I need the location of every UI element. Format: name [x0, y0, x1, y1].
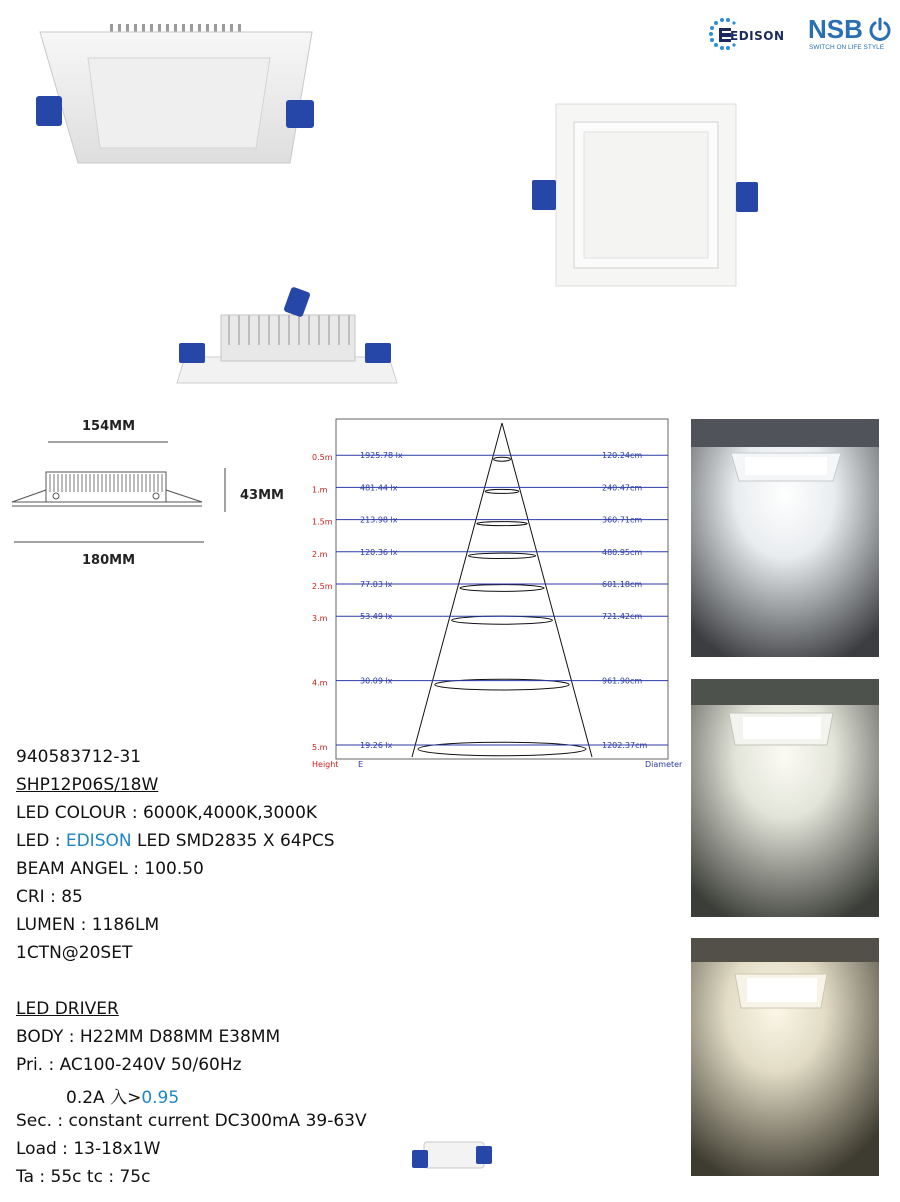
driver-secondary: Sec. : constant current DC300mA 39-63V [16, 1111, 367, 1131]
row-diameter: 961.90cm [602, 676, 643, 686]
panel-back-photo [175, 285, 400, 390]
row-lux: 19.26 lx [360, 741, 393, 750]
nsb-wordmark: NSB [808, 14, 863, 44]
row-height: 3.m [312, 614, 328, 624]
light-photo-3000k [691, 938, 879, 1176]
dim-height: 43MM [240, 488, 284, 503]
edison-logo [708, 17, 803, 53]
row-diameter: 721.42cm [602, 612, 643, 622]
row-lux: 213.98 lx [360, 515, 398, 525]
row-diameter: 1202.37cm [602, 741, 648, 750]
row-diameter: 601.18cm [602, 580, 643, 589]
row-diameter: 480.95cm [602, 547, 643, 557]
spec-led [16, 831, 335, 851]
spec-cri: CRI : 85 [16, 887, 83, 907]
driver-title: LED DRIVER [16, 999, 119, 1019]
driver-primary: Pri. : AC100-240V 50/60Hz [16, 1055, 242, 1075]
row-height: 0.5m [312, 453, 333, 463]
row-height: 5.m [312, 743, 328, 752]
col-height-label: Height [312, 760, 339, 769]
illuminance-chart [308, 415, 688, 775]
driver-load: Load : 13-18x1W [16, 1139, 161, 1159]
spec-led-prefix: LED : [16, 831, 66, 851]
light-photo-4000k [691, 679, 879, 917]
row-lux: 481.44 lx [360, 483, 398, 493]
row-diameter: 360.71cm [602, 515, 643, 525]
dim-bottom-width: 180MM [82, 553, 136, 568]
row-lux: 77.03 lx [360, 580, 393, 589]
row-lux: 120.36 lx [360, 547, 398, 557]
row-height: 1.5m [312, 517, 333, 527]
driver-current-prefix: 0.2A 入> [66, 1088, 142, 1108]
light-photo-6000k [691, 419, 879, 657]
row-diameter: 240.47cm [602, 483, 643, 493]
panel-front-photo [530, 100, 760, 290]
driver-power-factor: 0.95 [141, 1088, 180, 1108]
row-diameter: 120.24cm [602, 451, 643, 461]
col-e-label: E [358, 760, 364, 769]
driver-photo [410, 1136, 494, 1174]
nsb-tagline: SWITCH ON LIFE STYLE [809, 44, 885, 51]
chart-frame [336, 419, 668, 759]
row-lux: 1925.78 lx [360, 451, 403, 461]
dimension-drawing [8, 436, 234, 548]
product-model: SHP12P06S/18W [16, 775, 159, 795]
dim-top-width: 154MM [82, 419, 136, 434]
row-height: 2.m [312, 549, 328, 559]
row-height: 4.m [312, 678, 328, 688]
spec-lumen: LUMEN : 1186LM [16, 915, 160, 935]
nsb-logo [808, 14, 893, 56]
row-lux: 53.49 lx [360, 612, 393, 622]
panel-front-angle-photo [30, 18, 330, 178]
driver-body: BODY : H22MM D88MM E38MM [16, 1027, 281, 1047]
edison-wordmark: EDISON [730, 29, 785, 43]
driver-temperature: Ta : 55c tc : 75c [16, 1167, 151, 1187]
col-diameter-label: Diameter [645, 760, 683, 769]
power-icon [868, 17, 892, 41]
row-lux: 30.09 lx [360, 676, 393, 686]
row-height: 1.m [312, 485, 328, 495]
spec-led-brand: EDISON [65, 831, 132, 851]
driver-current [66, 1083, 179, 1108]
spec-led-colour: LED COLOUR : 6000K,4000K,3000K [16, 803, 318, 823]
row-height: 2.5m [312, 582, 333, 591]
product-code: 940583712-31 [16, 747, 142, 767]
spec-beam-angle: BEAM ANGEL : 100.50 [16, 859, 204, 879]
spec-led-suffix: LED SMD2835 X 64PCS [131, 831, 335, 851]
spec-carton: 1CTN@20SET [16, 943, 133, 963]
